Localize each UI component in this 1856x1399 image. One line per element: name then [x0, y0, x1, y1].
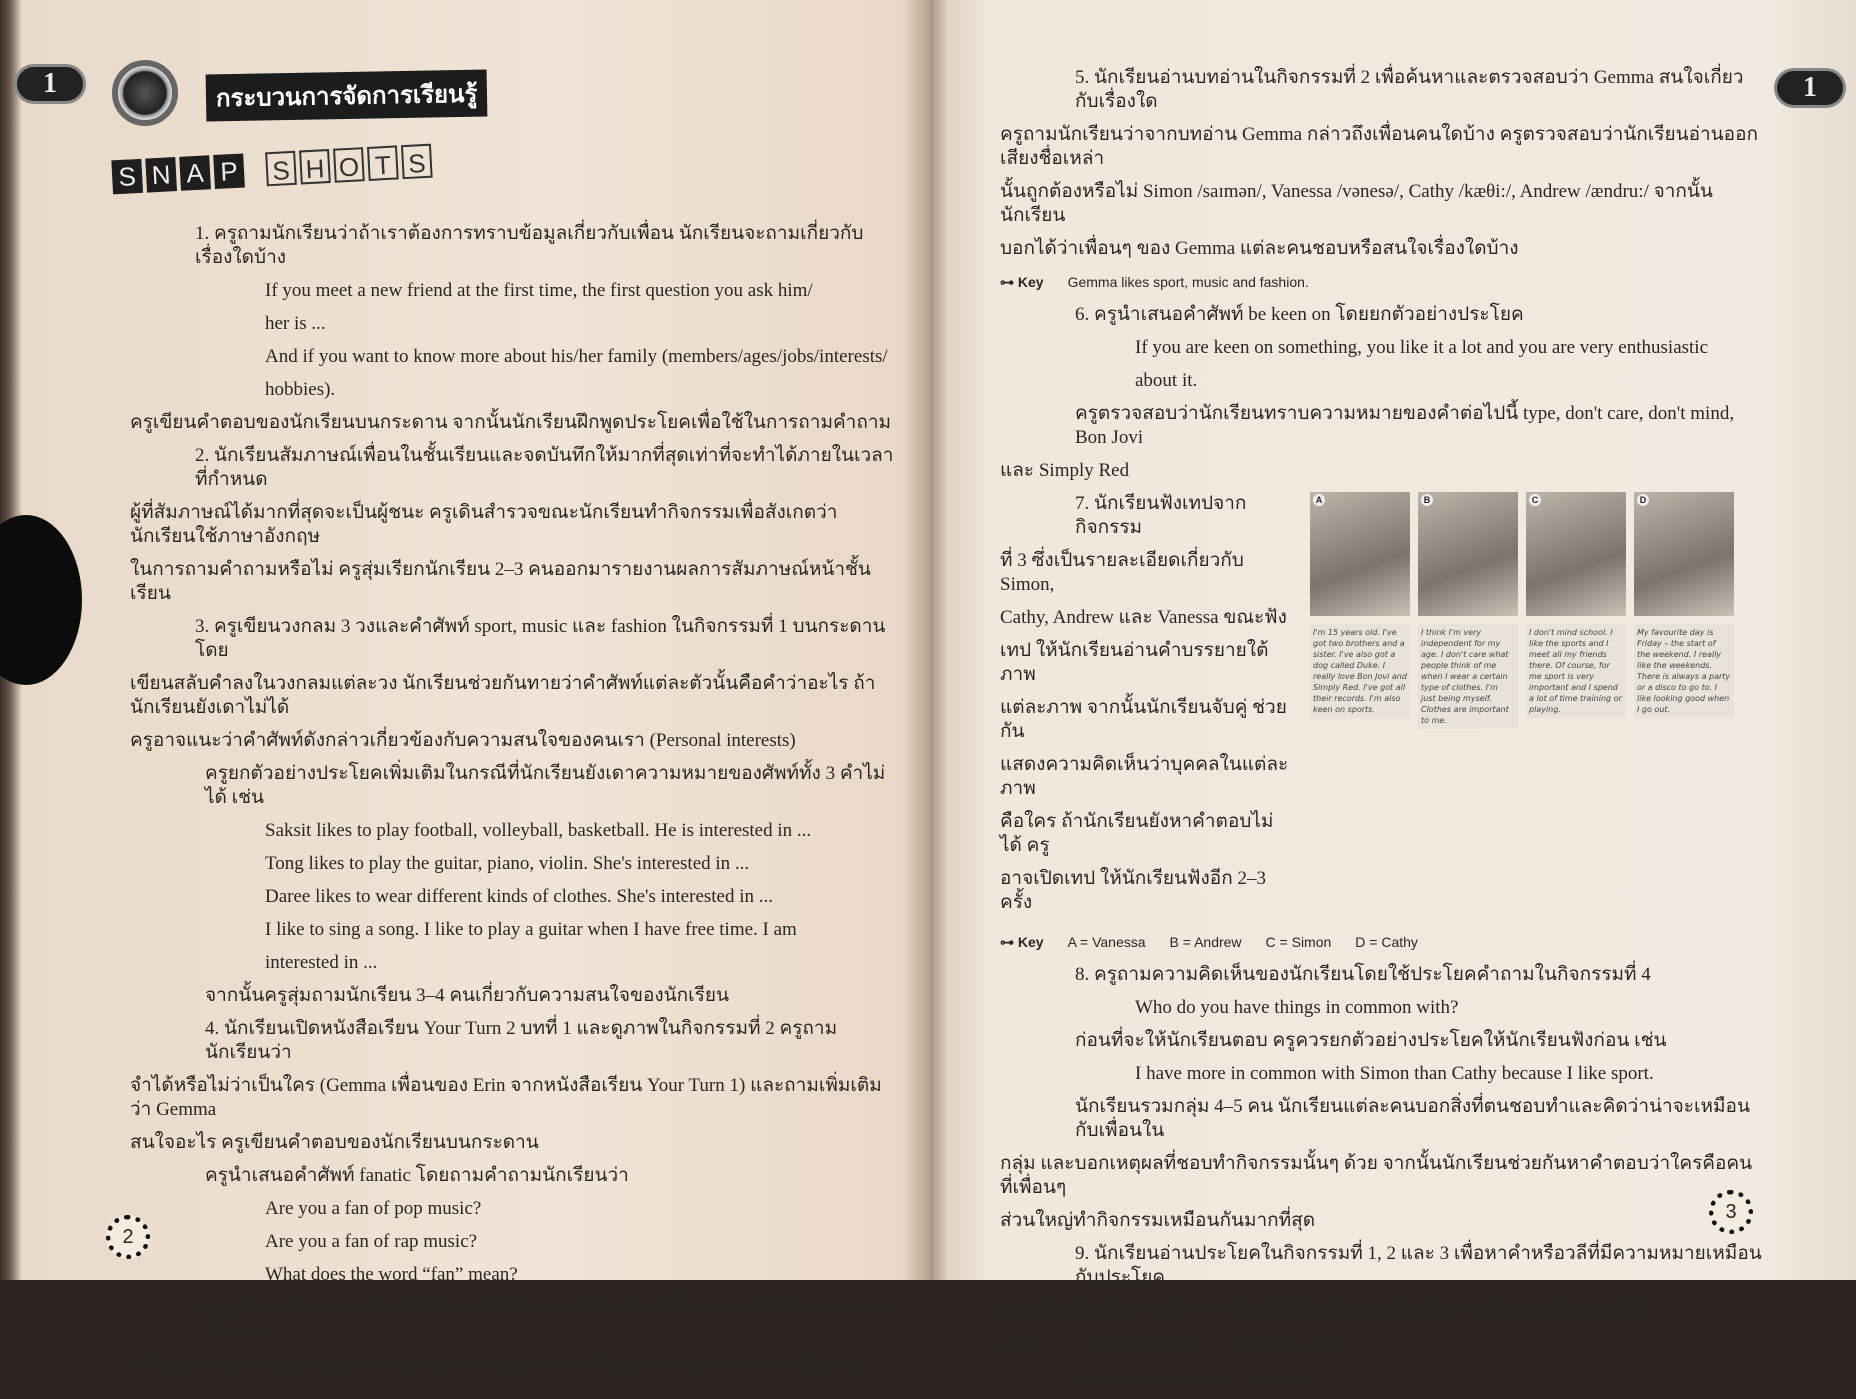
text-line: Tong likes to play the guitar, piano, violin. She's interested in ...: [265, 853, 750, 874]
key-row: [1000, 270, 1764, 294]
activity-7-text: [1000, 492, 1290, 924]
key-label: ⊶ Key: [1000, 934, 1044, 950]
text-line: 8. ครูถามความคิดเห็นของนักเรียนโดยใช้ประโยคคำถามในกิจกรรมที่ 4: [1075, 964, 1651, 985]
text-line: 4. นักเรียนเปิดหนังสือเรียน Your Turn 2 บทที่ 1 และดูภาพในกิจกรรมที่ 2 ครูถามนักเรียนว่า: [205, 1018, 838, 1063]
text-line: If you meet a new friend at the first time, the first question you ask him/: [265, 280, 813, 301]
text-line: Are you a fan of rap music?: [265, 1231, 478, 1252]
logo-letter: S: [265, 151, 297, 187]
logo-letter: S: [401, 144, 433, 180]
text-line: 2 ประโยคในกิจกรรมที่ 5 จากนั้นนักเรียนจับคู่ช่วยกันอภิปรายเกี่ยวกับคำตอบที่ได้: [1000, 1300, 1647, 1321]
photo-letter: C: [1529, 494, 1541, 506]
text-line: คือใคร ถ้านักเรียนยังหาคำตอบไม่ได้ ครู: [1000, 811, 1274, 856]
chapter-tab: 1: [1774, 68, 1846, 108]
text-line: 5. นักเรียนอ่านบทอ่านในกิจกรรมที่ 2 เพื่อค้นหาและตรวจสอบว่า Gemma สนใจเกี่ยวกับเรื่องใด: [1075, 67, 1744, 112]
key-row: [1000, 930, 1764, 954]
text-line: I like to sing a song. I like to play a guitar when I have free time. I am: [265, 919, 797, 940]
key-text: Key: [1017, 274, 1044, 290]
photo-strip: [1310, 492, 1734, 729]
text-line: 6. ครูนำเสนอคำศัพท์ be keen on โดยยกตัวอย่างประโยค: [1075, 304, 1524, 325]
text-line: ที่ 3 ซึ่งเป็นรายละเอียดเกี่ยวกับ Simon,: [1000, 550, 1244, 595]
photo-caption: I think I'm very independent for my age. I don't care what people think of me when I wear a certain type of clothes. I'm just being myself. Clothes are important to me.: [1418, 624, 1518, 729]
key-answer: 1. I think school is OK. = I don't mind school.: [1067, 1336, 1343, 1352]
text-line: hobbies).: [265, 379, 336, 400]
text-line: สนใจอะไร ครูเขียนคำตอบของนักเรียนบนกระดาน: [130, 1132, 539, 1153]
text-line: enthusiastic about a particular activity, sport or ways of life ตัวอย่างเช่น Jim is a football fanatic.: [130, 1354, 871, 1375]
text-line: กลุ่ม และบอกเหตุผลที่ชอบทำกิจกรรมนั้นๆ ด้วย จากนั้นนักเรียนช่วยกันหาคำตอบว่าใครคือคนที่เพื่อนๆ: [1000, 1153, 1753, 1198]
key-answer: B = Andrew: [1169, 934, 1242, 950]
photo-letter: A: [1313, 494, 1325, 506]
key-answers: [1068, 1332, 1343, 1390]
logo-letter: O: [333, 147, 365, 183]
right-page-body: [1000, 66, 1764, 1399]
key-answer: C = Simon: [1265, 934, 1332, 950]
logo-letter: A: [179, 155, 211, 191]
key-answer: Gemma likes sport, music and fashion.: [1067, 274, 1309, 290]
text-line: นั้นถูกต้องหรือไม่ Simon /saɪmən/, Vanessa /vənesə/, Cathy /kæθi:/, Andrew /ændru:/ จากนั้นนักเรียน: [1000, 181, 1713, 226]
photo-card: [1634, 492, 1734, 729]
key-row: [1000, 1332, 1764, 1390]
key-label: ⊶ Key: [1000, 1336, 1044, 1352]
text-line: ส่วนใหญ่ทำกิจกรรมเหมือนกันมากที่สุด: [1000, 1210, 1316, 1231]
key-answer: 2. It isn't important to me. = I don't care ...: [1067, 1370, 1325, 1386]
text-line: Who do you have things in common with?: [1135, 997, 1459, 1018]
logo-letter: S: [111, 159, 143, 195]
section-title: กระบวนการจัดการเรียนรู้: [206, 70, 488, 122]
text-line: และ Simply Red: [1000, 460, 1130, 481]
text-line: บอกได้ว่าเพื่อนๆ ของ Gemma แต่ละคนชอบหรือสนใจเรื่องใดบ้าง: [1000, 238, 1519, 259]
photo-card: [1418, 492, 1518, 729]
text-line: ครูยกตัวอย่างประโยคเพิ่มเติมในกรณีที่นักเรียนยังเดาความหมายของศัพท์ทั้ง 3 คำไม่ได้ เช่น: [205, 763, 886, 808]
text-line: 2. นักเรียนสัมภาษณ์เพื่อนในชั้นเรียนและจดบันทึกให้มากที่สุดเท่าที่จะทำได้ภายในเวลาที่กำหนด: [195, 445, 894, 490]
left-page-body: [130, 222, 900, 1386]
text-line: จากนั้นครูสุ่มถามนักเรียน 3–4 คนเกี่ยวกับความสนใจของนักเรียน: [205, 985, 729, 1006]
photo-caption: My favourite day is Friday – the start of the weekend. I really like the weekends. There is always a party or a disco to go to. I like looking good when I go out.: [1634, 624, 1734, 718]
text-line: about it.: [1135, 370, 1198, 391]
photo: [1310, 492, 1410, 616]
text-line: ครูนำเสนอคำศัพท์ fanatic โดยถามคำถามนักเรียนว่า: [205, 1165, 629, 1186]
text-line: If you are keen on something, you like it a lot and you are very enthusiastic: [1135, 337, 1709, 358]
text-line: นักเรียนรวมกลุ่ม 4–5 คน นักเรียนแต่ละคนบอกสิ่งที่ตนชอบทำและคิดว่าน่าจะเหมือนกับเพื่อนใน: [1075, 1096, 1750, 1141]
logo-letter: H: [299, 149, 331, 185]
page-number: 2: [106, 1215, 150, 1259]
text-line: ในการถามคำถามหรือไม่ ครูสุ่มเรียกนักเรียน 2–3 คนออกมารายงานผลการสัมภาษณ์หน้าชั้นเรียน: [130, 559, 871, 604]
logo-letter: T: [367, 145, 399, 181]
text-line: ผู้ที่สัมภาษณ์ได้มากที่สุดจะเป็นผู้ชนะ ครูเดินสำรวจขณะนักเรียนทำกิจกรรมเพื่อสังเกตว่านักเรียนใช้ภาษาอังกฤษ: [130, 502, 838, 547]
text-line: ครูตรวจสอบว่านักเรียนทราบความหมายของคำต่อไปนี้ type, don't care, don't mind, Bon Jovi: [1075, 403, 1735, 448]
logo-letter: N: [145, 157, 177, 193]
key-text: Key: [1017, 934, 1044, 950]
photo: [1526, 492, 1626, 616]
text-line: Cathy, Andrew และ Vanessa ขณะฟัง: [1000, 607, 1287, 628]
text-line: And if you want to know more about his/her family (members/ages/jobs/interests/: [265, 346, 888, 367]
text-line: ก่อนที่จะให้นักเรียนตอบ ครูควรยกตัวอย่างประโยคให้นักเรียนฟังก่อน เช่น: [1075, 1030, 1667, 1051]
text-line: interested in ...: [265, 952, 378, 973]
chapter-tab: 1: [14, 64, 86, 104]
photo-letter: B: [1421, 494, 1433, 506]
text-line: 7. นักเรียนฟังเทปจากกิจกรรม: [1075, 493, 1247, 538]
text-line: Are you a fan of pop music?: [265, 1198, 482, 1219]
photo: [1418, 492, 1518, 616]
logo-letter: P: [213, 153, 245, 189]
key-answer: D = Cathy: [1355, 934, 1418, 950]
photo-caption: I don't mind school. I like the sports and I meet all my friends there. Of course, for me sport is very important and I spend a lot of time training or playing.: [1526, 624, 1626, 718]
text-line: her is ...: [265, 313, 326, 334]
activity-7-section: [1000, 492, 1764, 924]
text-line: เขียนสลับคำลงในวงกลมแต่ละวง นักเรียนช่วยกันทายว่าคำศัพท์แต่ละตัวนั้นคือคำว่าอะไร ถ้านักเรียนยังเดาไม่ได้: [130, 673, 876, 718]
photo-card: [1310, 492, 1410, 729]
photo-caption: I'm 15 years old. I've got two brothers and a sister. I've also got a dog called Duke. I really love Bon Jovi and Simply Red. I've got all their records. I'm also keen on sports.: [1310, 624, 1410, 718]
text-line: 3. ครูเขียนวงกลม 3 วงและคำศัพท์ sport, music และ fashion ในกิจกรรมที่ 1 บนกระดาน โดย: [195, 616, 886, 661]
text-line: What does the word “fan” mean?: [265, 1264, 518, 1285]
key-label: ⊶ Key: [1000, 274, 1044, 290]
text-line: แต่ละภาพ จากนั้นนักเรียนจับคู่ ช่วยกัน: [1000, 697, 1287, 742]
key-answer: A = Vanessa: [1067, 934, 1146, 950]
photo: [1634, 492, 1734, 616]
text-line: 9. นักเรียนอ่านประโยคในกิจกรรมที่ 1, 2 และ 3 เพื่อหาคำหรือวลีที่มีความหมายเหมือนกับประโยค: [1075, 1243, 1762, 1288]
text-line: เทป ให้นักเรียนอ่านคำบรรยายใต้ภาพ: [1000, 640, 1269, 685]
page-number: 3: [1709, 1190, 1753, 1234]
photo-letter: D: [1637, 494, 1649, 506]
text-line: ครูอธิบายว่า fanatic เป็นคำที่มีรากศัพท์มาจากคำว่า fan ดังนั้น fanatic จึงมีความหมายว่า very: [205, 1297, 887, 1342]
key-text: Key: [1017, 1336, 1044, 1352]
text-line: ครูถามนักเรียนว่าจากบทอ่าน Gemma กล่าวถึงเพื่อนคนใดบ้าง ครูตรวจสอบว่านักเรียนอ่านออกเสียงชื่อเหล่า: [1000, 124, 1758, 169]
photo-card: [1526, 492, 1626, 729]
text-line: Daree likes to wear different kinds of clothes. She's interested in ...: [265, 886, 774, 907]
text-line: ครูเขียนคำตอบของนักเรียนบนกระดาน จากนั้นนักเรียนฝึกพูดประโยคเพื่อใช้ในการถามคำถาม: [130, 412, 892, 433]
text-line: อาจเปิดเทป ให้นักเรียนฟังอีก 2–3 ครั้ง: [1000, 868, 1266, 913]
text-line: จำได้หรือไม่ว่าเป็นใคร (Gemma เพื่อนของ Erin จากหนังสือเรียน Your Turn 1) และถามเพิ่มเติมว่า Gemma: [130, 1075, 882, 1120]
text-line: 1. ครูถามนักเรียนว่าถ้าเราต้องการทราบข้อมูลเกี่ยวกับเพื่อน นักเรียนจะถามเกี่ยวกับเรื่องใดบ้าง: [195, 223, 864, 268]
text-line: I have more in common with Simon than Cathy because I like sport.: [1135, 1063, 1654, 1084]
text-line: แสดงความคิดเห็นว่าบุคคลในแต่ละภาพ: [1000, 754, 1289, 799]
text-line: ครูอาจแนะว่าคำศัพท์ดังกล่าวเกี่ยวข้องกับความสนใจของคนเรา (Personal interests): [130, 730, 796, 751]
text-line: Saksit likes to play football, volleyball, basketball. He is interested in ...: [265, 820, 812, 841]
camera-lens-icon: [112, 60, 178, 126]
